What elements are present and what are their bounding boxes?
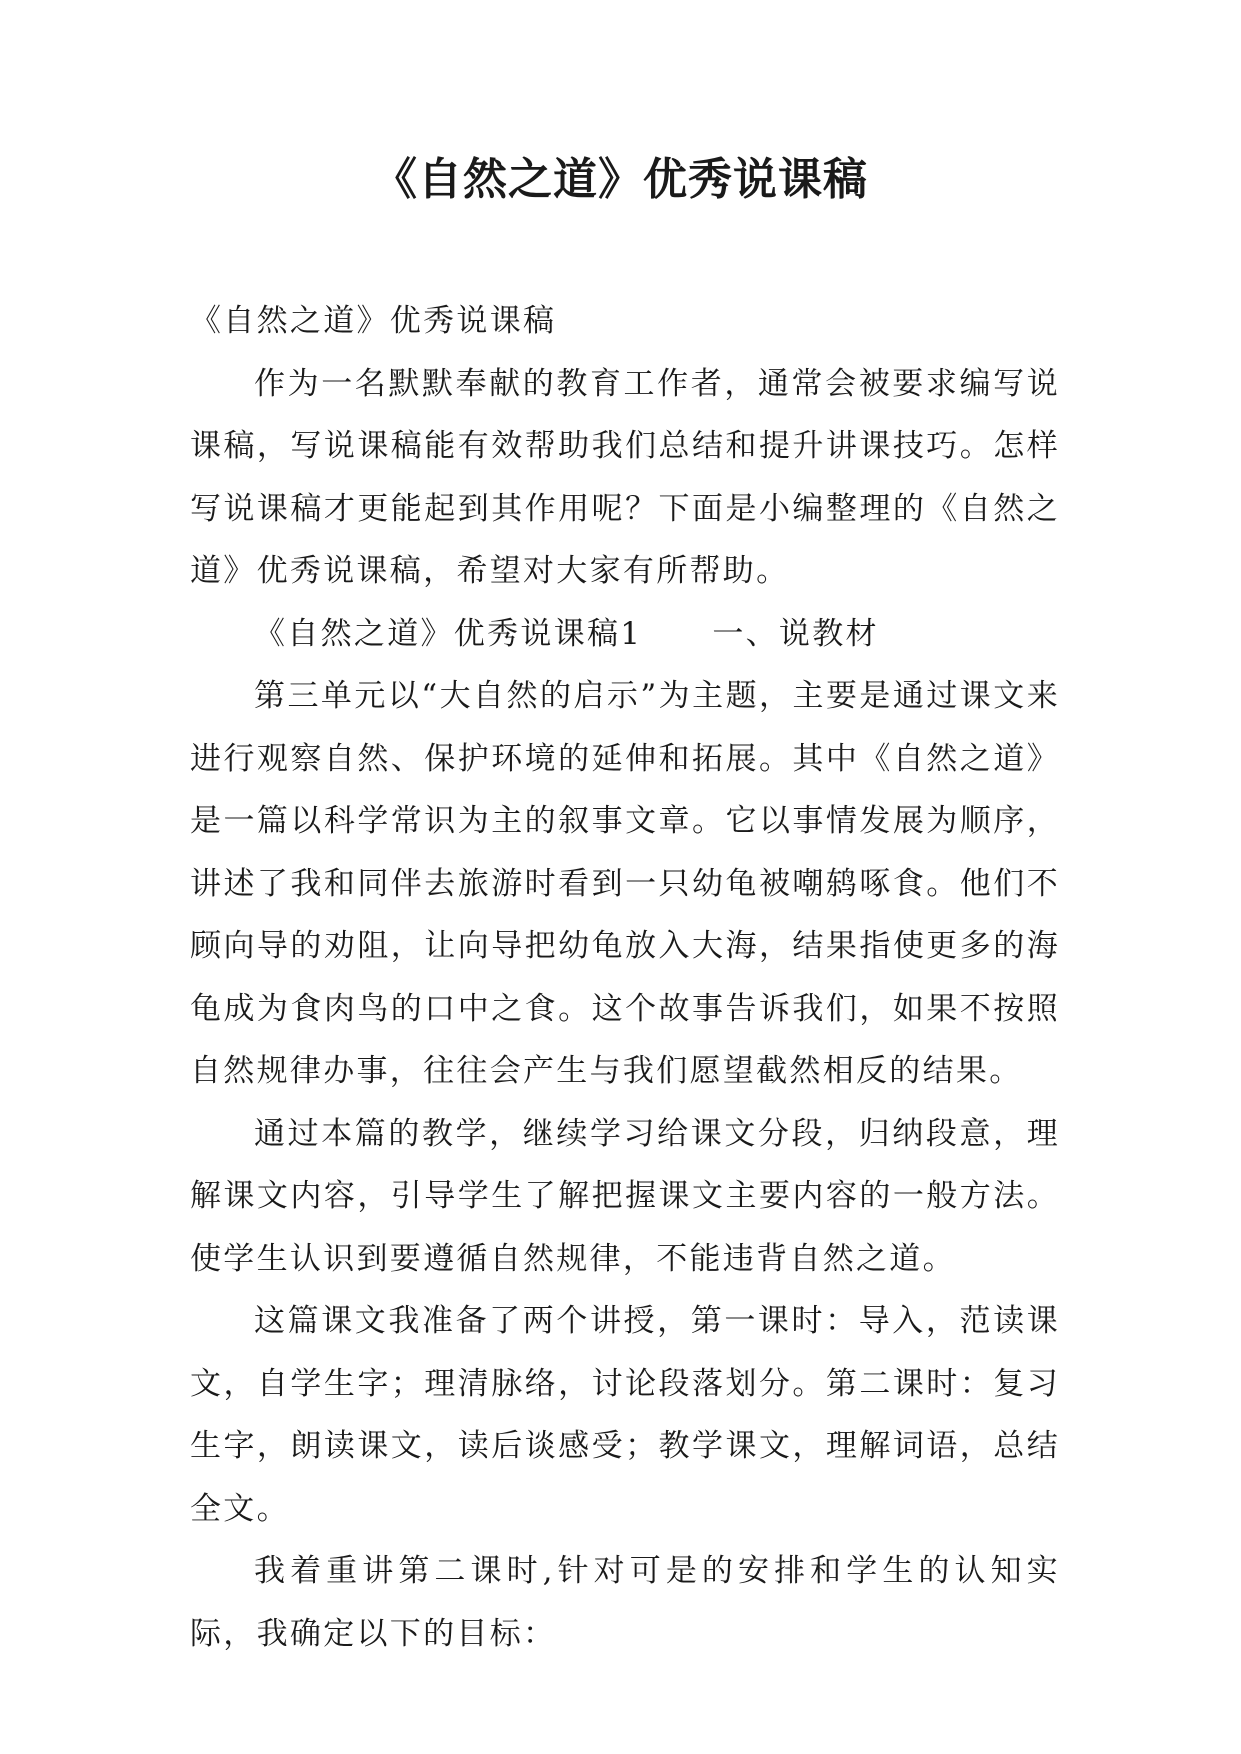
section-heading (190, 603, 1060, 666)
body-paragraph: 第三单元以“大自然的启示”为主题，主要是通过课文来进行观察自然、保护环境的延伸和拓展。其中《自然之道》是一篇以科学常识为主的叙事文章。它以事情发展为顺序，讲述了我和同伴去旅游时看到一只幼龟被嘲鸫啄食。他们不顾向导的劝阻，让向导把幼龟放入大海，结果指使更多的海龟成为食肉鸟的口中之食。这个故事告诉我们，如果不按照自然规律办事，往往会产生与我们愿望截然相反的结果。 (190, 678, 1060, 1089)
repeat-title-paragraph: 《自然之道》优秀说课稿 (190, 303, 557, 339)
section-heading-subtitle: 一、说教材 (712, 615, 879, 652)
body-paragraph: 通过本篇的教学，继续学习给课文分段，归纳段意，理解课文内容，引导学生了解把握课文主要内容的一般方法。使学生认识到要遵循自然规律，不能违背自然之道。 (190, 1115, 1060, 1277)
document-title: 《自然之道》优秀说课稿 (373, 154, 868, 205)
body-paragraph: 这篇课文我准备了两个讲授，第一课时：导入，范读课文，自学生字；理清脉络，讨论段落划分。第二课时：复习生字，朗读课文，读后谈感受；教学课文，理解词语，总结全文。 (190, 1303, 1060, 1527)
section-heading-title: 《自然之道》优秀说课稿1 (254, 615, 643, 652)
body-paragraph: 我着重讲第二课时,针对可是的安排和学生的认知实际，我确定以下的目标： (190, 1553, 1060, 1652)
document-body (190, 290, 1060, 1665)
intro-paragraph: 作为一名默默奉献的教育工作者，通常会被要求编写说课稿，写说课稿能有效帮助我们总结和提升讲课技巧。怎样写说课稿才更能起到其作用呢？下面是小编整理的《自然之道》优秀说课稿，希望对大家有所帮助。 (190, 365, 1060, 589)
